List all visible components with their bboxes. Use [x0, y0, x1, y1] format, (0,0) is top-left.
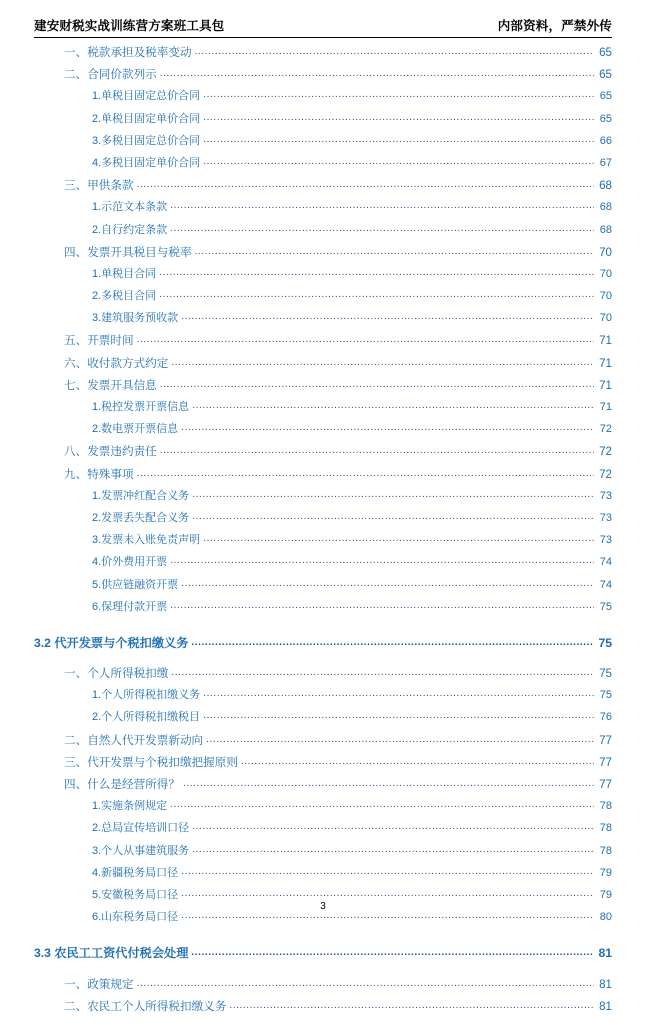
toc-leader-dots [171, 358, 594, 368]
toc-leader-dots [203, 157, 594, 167]
toc-entry[interactable] [34, 91, 612, 113]
toc-leader-dots [181, 867, 594, 877]
toc-entry[interactable] [34, 313, 612, 335]
toc-entry-label: 三、代开发票与个税扣缴把握原则 [64, 755, 238, 769]
toc-entry[interactable] [34, 712, 612, 734]
toc-entry[interactable] [34, 47, 612, 69]
toc-entry-page: 70 [599, 267, 612, 280]
toc-entry-page: 65 [599, 46, 612, 59]
toc-entry-label: 3.建筑服务预收款 [92, 312, 179, 325]
toc-entry[interactable] [34, 180, 612, 202]
toc-entry-page: 80 [599, 911, 612, 924]
toc-leader-dots [137, 469, 594, 479]
toc-leader-dots [181, 579, 594, 589]
toc-entry[interactable] [34, 291, 612, 313]
toc-entry-page: 79 [599, 866, 612, 879]
toc-entry-page: 70 [599, 245, 612, 259]
toc-entry-label: 4.价外费用开票 [92, 556, 168, 569]
toc-entry[interactable] [34, 202, 612, 224]
toc-leader-dots [170, 224, 594, 234]
toc-entry-page: 75 [599, 689, 612, 702]
toc-entry[interactable] [34, 868, 612, 890]
toc-leader-dots [191, 948, 594, 958]
toc-entry-page: 81 [598, 946, 612, 961]
toc-entry-label: 2.个人所得税扣缴税目 [92, 711, 201, 724]
toc-entry-label: 六、收付款方式约定 [64, 356, 169, 370]
toc-entry-page: 70 [599, 312, 612, 325]
toc-leader-dots [203, 711, 594, 721]
toc-entry[interactable] [34, 535, 612, 557]
toc-leader-dots [203, 689, 594, 699]
toc-entry-page: 70 [599, 290, 612, 303]
toc-entry-page: 68 [599, 201, 612, 214]
toc-leader-dots [192, 490, 594, 500]
page-number-footer: 3 [320, 901, 326, 912]
toc-entry-page: 71 [599, 378, 612, 392]
toc-entry[interactable] [34, 690, 612, 712]
toc-entry-page: 72 [599, 445, 612, 459]
toc-entry-page: 68 [599, 223, 612, 236]
toc-entry-page: 71 [599, 401, 612, 413]
toc-entry-label: 1.税控发票开票信息 [92, 401, 190, 413]
toc-entry-label: 一、个人所得税扣缴 [64, 667, 169, 681]
toc-leader-dots [206, 735, 594, 745]
toc-entry-label: 1.个人所得税扣缴义务 [92, 689, 201, 702]
toc-entry[interactable] [34, 846, 612, 868]
toc-entry-label: 七、发票开具信息 [64, 378, 157, 392]
toc-entry[interactable] [34, 668, 612, 690]
toc-entry[interactable] [34, 158, 612, 180]
toc-leader-dots [181, 423, 594, 433]
toc-entry-page: 74 [599, 556, 612, 569]
toc-entry-page: 65 [599, 112, 612, 125]
toc-entry-page: 71 [599, 356, 612, 370]
page-header [34, 16, 612, 38]
toc-entry-label: 1.单税目合同 [92, 267, 157, 280]
toc-leader-dots [203, 113, 594, 123]
toc-leader-dots [137, 335, 594, 345]
toc-leader-dots [160, 446, 594, 456]
toc-entry[interactable] [34, 513, 612, 535]
toc-entry[interactable] [34, 557, 612, 579]
toc-entry[interactable] [34, 269, 612, 291]
toc-entry-label: 5.供应链融资开票 [92, 578, 179, 591]
toc-leader-dots [170, 800, 594, 810]
toc-entry-label: 1.实施条例规定 [92, 800, 168, 813]
toc-leader-dots [183, 779, 594, 789]
toc-leader-dots [181, 911, 594, 921]
toc-entry[interactable] [34, 823, 612, 845]
toc-leader-dots [192, 845, 594, 855]
toc-entry-label: 2.数电票开票信息 [92, 423, 179, 436]
toc-entry-page: 77 [599, 778, 612, 791]
toc-leader-dots [137, 180, 594, 190]
toc-entry-label: 4.新疆税务局口径 [92, 866, 179, 879]
toc-spacer [34, 970, 612, 979]
toc-entry-label: 二、农民工个人所得税扣缴义务 [64, 999, 227, 1013]
toc-entry-label: 八、发票违约责任 [64, 445, 157, 459]
toc-leader-dots [170, 556, 594, 566]
toc-leader-dots [192, 512, 594, 522]
toc-leader-dots [160, 69, 594, 79]
toc-entry[interactable] [34, 380, 612, 402]
toc-leader-dots [171, 668, 594, 678]
toc-leader-dots [203, 534, 594, 544]
toc-entry-label: 3.发票未入账免责声明 [92, 534, 201, 547]
toc-entry[interactable] [34, 402, 612, 424]
toc-leader-dots [159, 268, 594, 278]
header-title-left: 建安财税实战训练营方案班工具包 [34, 19, 225, 33]
toc-entry-label: 一、税款承担及税率变动 [64, 46, 192, 59]
toc-entry-page: 67 [599, 156, 612, 169]
toc-entry-page: 81 [599, 999, 612, 1013]
toc-entry-page: 77 [599, 755, 612, 769]
toc-leader-dots [241, 757, 594, 767]
toc-entry-page: 78 [599, 822, 612, 835]
toc-leader-dots [160, 380, 594, 390]
toc-entry-label: 1.单税目固定总价合同 [92, 90, 201, 103]
toc-entry-page: 66 [599, 134, 612, 147]
toc-entry-label: 九、特殊事项 [64, 467, 134, 481]
toc-entry-label: 5.安徽税务局口径 [92, 888, 179, 901]
toc-entry[interactable] [34, 1001, 612, 1023]
toc-entry-label: 2.发票丢失配合义务 [92, 511, 190, 524]
toc-entry-page: 73 [599, 511, 612, 524]
toc-entry-page: 79 [599, 888, 612, 901]
toc-entry[interactable] [34, 69, 612, 91]
toc-entry[interactable] [34, 136, 612, 158]
toc-leader-dots [181, 889, 594, 899]
toc-leader-dots [137, 979, 594, 989]
toc-entry-page: 74 [599, 578, 612, 591]
toc-entry-label: 2.单税目固定单价合同 [92, 112, 201, 125]
toc-entry-label: 3.2 代开发票与个税扣缴义务 [34, 635, 189, 650]
toc-entry-page: 73 [599, 534, 612, 547]
toc-entry-label: 2.总局宣传培训口径 [92, 822, 190, 835]
toc-entry-page: 76 [599, 711, 612, 724]
toc-leader-dots [203, 135, 594, 145]
toc-leader-dots [170, 201, 594, 211]
toc-entry-page: 77 [599, 733, 612, 747]
toc-entry-page: 78 [599, 844, 612, 857]
toc-entry-label: 三、甲供条款 [64, 179, 134, 193]
toc-entry-label: 3.个人从事建筑服务 [92, 844, 190, 857]
toc-entry-page: 73 [599, 489, 612, 502]
toc-entry-label: 2.多税目合同 [92, 290, 157, 303]
toc-entry-page: 72 [599, 423, 612, 436]
toc-leader-dots [192, 401, 594, 411]
toc-entry[interactable] [34, 424, 612, 446]
toc-leader-dots [195, 47, 594, 57]
toc-entry-label: 2.自行约定条款 [92, 223, 168, 236]
toc-entry[interactable] [34, 757, 612, 779]
toc-entry-label: 四、什么是经营所得？ [64, 778, 180, 791]
toc-entry-label: 五、开票时间 [64, 334, 134, 348]
toc-entry-label: 6.保理付款开票 [92, 600, 168, 613]
toc-leader-dots [181, 312, 594, 322]
toc-entry-page: 65 [599, 68, 612, 82]
toc-leader-dots [159, 290, 594, 300]
toc-entry[interactable] [34, 580, 612, 602]
toc-entry-label: 3.3 农民工工资代付税会处理 [34, 946, 189, 961]
toc-entry[interactable] [34, 735, 612, 757]
toc-entry[interactable] [34, 247, 612, 269]
toc-entry[interactable] [34, 114, 612, 136]
toc-entry-page: 75 [599, 667, 612, 681]
toc-entry-label: 二、合同价款列示 [64, 68, 157, 82]
table-of-contents [34, 47, 612, 1023]
toc-entry[interactable] [34, 446, 612, 468]
toc-entry-page: 68 [599, 179, 612, 193]
toc-entry[interactable] [34, 358, 612, 380]
toc-entry[interactable] [34, 637, 612, 659]
header-title-right: 内部资料，严禁外传 [497, 19, 612, 33]
toc-entry-page: 75 [598, 635, 612, 650]
toc-leader-dots [229, 1001, 594, 1011]
toc-spacer [34, 934, 612, 947]
toc-entry[interactable] [34, 225, 612, 247]
toc-entry[interactable] [34, 779, 612, 801]
toc-entry[interactable] [34, 469, 612, 491]
toc-entry-label: 四、发票开具税目与税率 [64, 245, 192, 259]
toc-entry[interactable] [34, 801, 612, 823]
toc-entry-label: 4.多税目固定单价合同 [92, 156, 201, 169]
toc-entry-page: 75 [599, 600, 612, 613]
toc-entry[interactable] [34, 979, 612, 1001]
toc-entry-page: 65 [599, 90, 612, 103]
toc-entry-label: 一、政策规定 [64, 977, 134, 991]
toc-entry[interactable] [34, 335, 612, 357]
toc-leader-dots [192, 822, 594, 832]
toc-entry-page: 72 [599, 467, 612, 481]
toc-entry-label: 二、自然人代开发票新动向 [64, 733, 204, 747]
toc-spacer [34, 624, 612, 637]
toc-entry-label: 1.示范文本条款 [92, 201, 168, 214]
toc-entry-page: 71 [599, 334, 612, 348]
toc-entry-label: 6.山东税务局口径 [92, 911, 179, 924]
toc-entry[interactable] [34, 602, 612, 624]
toc-entry-label: 3.多税目固定总价合同 [92, 134, 201, 147]
toc-leader-dots [170, 601, 594, 611]
toc-entry-page: 78 [599, 800, 612, 813]
toc-entry-page: 81 [599, 977, 612, 991]
toc-leader-dots [195, 247, 594, 257]
toc-leader-dots [191, 638, 594, 648]
toc-entry-label: 1.发票冲红配合义务 [92, 489, 190, 502]
toc-entry[interactable] [34, 491, 612, 513]
toc-entry[interactable] [34, 947, 612, 969]
toc-entry[interactable] [34, 912, 612, 934]
toc-leader-dots [203, 90, 594, 100]
